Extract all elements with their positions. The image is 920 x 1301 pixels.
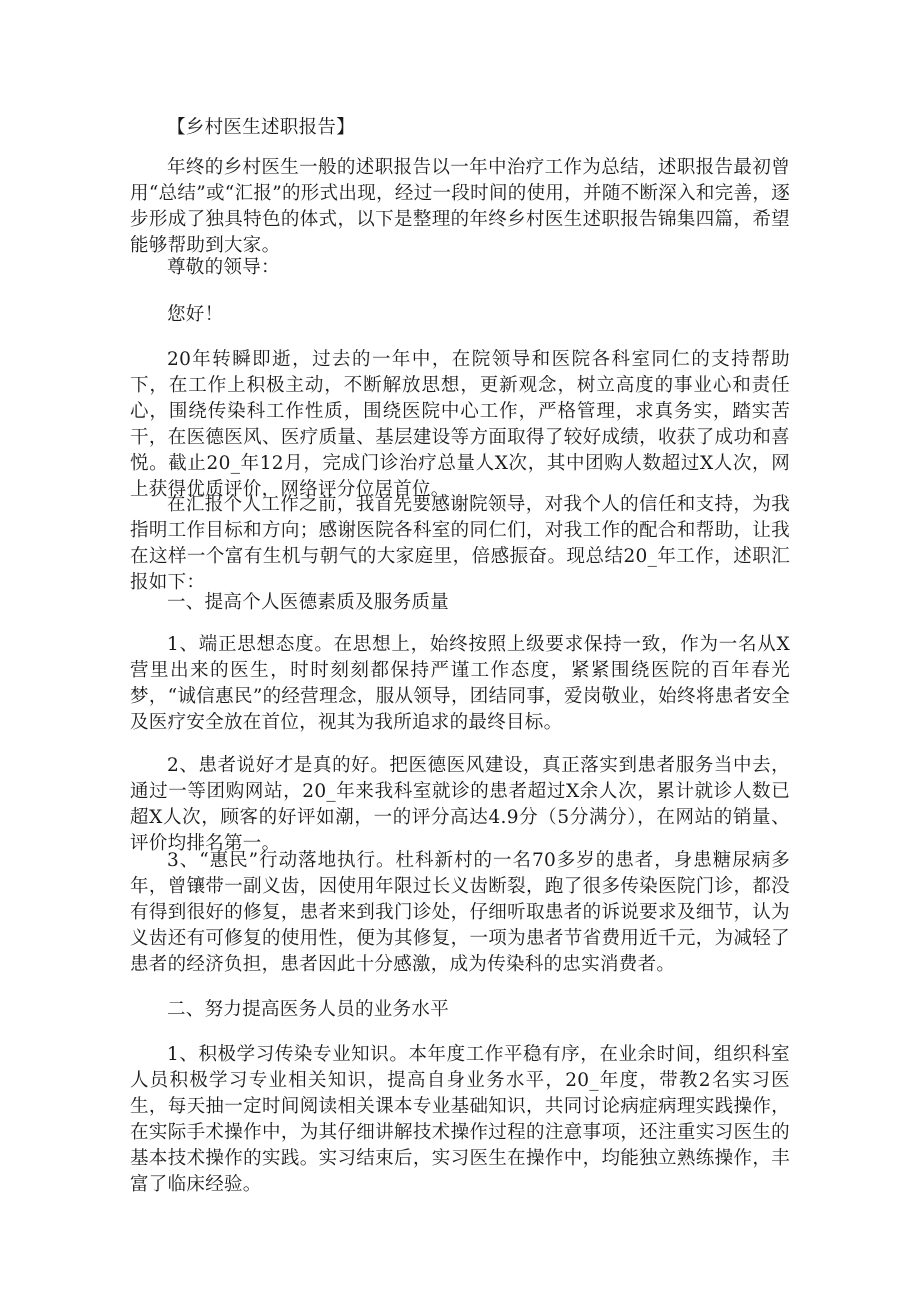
section-1-item-2: 2、患者说好才是真的好。把医德医风建设，真正落实到患者服务当中去，通过一等团购网站，20_年来我科室就诊的患者超过X余人次，累计就诊人数已超X人次，顾客的好评如潮，一的评分高达4.9分（5分满分），在网站的销量、评价均排名第一。 [130, 755, 790, 854]
greeting: 您好！ [167, 304, 224, 325]
section-1-item-3: 3、“惠民”行动落地执行。杜科新村的一名70多岁的患者，身患糖尿病多年，曾镶带一副义齿，因使用年限过长义齿断裂，跑了很多传染医院门诊，都没有得到很好的修复，患者来到我门诊处，仔细听取患者的诉说要求及细节，认为义齿还有可修复的使用性，便为其修复，一项为患者节省费用近千元，为减轻了患者的经济负担，患者因此十分感激，成为传染科的忠实消费者。 [130, 850, 790, 975]
intro-paragraph: 年终的乡村医生一般的述职报告以一年中治疗工作为总结，述职报告最初曾用“总结”或“汇报”的形式出现，经过一段时间的使用，并随不断深入和完善，逐步形成了独具特色的体式，以下是整理的年终乡村医生述职报告锦集四篇，希望能够帮助到大家。 [130, 157, 790, 256]
paragraph-1: 20年转瞬即逝，过去的一年中，在院领导和医院各科室同仁的支持帮助下，在工作上积极主动，不断解放思想，更新观念，树立高度的事业心和责任心，围绕传染科工作性质，围绕医院中心工作，严格管理，求真务实，踏实苦干，在医德医风、医疗质量、基层建设等方面取得了较好成绩，收获了成功和喜悦。截止20_年12月，完成门诊治疗总量人X次，其中团购人数超过X人次，网上获得优质评价，网络评分位居首位。 [130, 349, 790, 500]
paragraph-2: 在汇报个人工作之前，我首先要感谢院领导，对我个人的信任和支持，为我指明工作目标和方向；感谢医院各科室的同仁们，对我工作的配合和帮助，让我在这样一个富有生机与朝气的大家庭里，倍感振奋。现总结20_年工作，述职汇报如下： [130, 494, 790, 593]
salutation: 尊敬的领导： [167, 257, 280, 278]
section-2-item-1: 1、积极学习传染专业知识。本年度工作平稳有序，在业余时间，组织科室人员积极学习专业相关知识，提高自身业务水平，20_年度，带教2名实习医生，每天抽一定时间阅读相关课本专业基础知识，共同讨论病症病理实践操作，在实际手术操作中，为其仔细讲解技术操作过程的注意事项，还注重实习医生的基本技术操作的实践。实习结束后，实习医生在操作中，均能独立熟练操作，丰富了临床经验。 [130, 1044, 790, 1195]
section-1-heading: 一、提高个人医德素质及服务质量 [167, 592, 450, 613]
document-title: 【乡村医生述职报告】 [167, 117, 356, 138]
section-1-item-1: 1、端正思想态度。在思想上，始终按照上级要求保持一致，作为一名从X营里出来的医生，时时刻刻都保持严谨工作态度，紧紧围绕医院的百年春光梦，“诚信惠民”的经营理念，服从领导，团结同事，爱岗敬业，始终将患者安全及医疗安全放在首位，视其为我所追求的最终目标。 [130, 634, 790, 733]
section-2-heading: 二、努力提高医务人员的业务水平 [167, 999, 450, 1020]
